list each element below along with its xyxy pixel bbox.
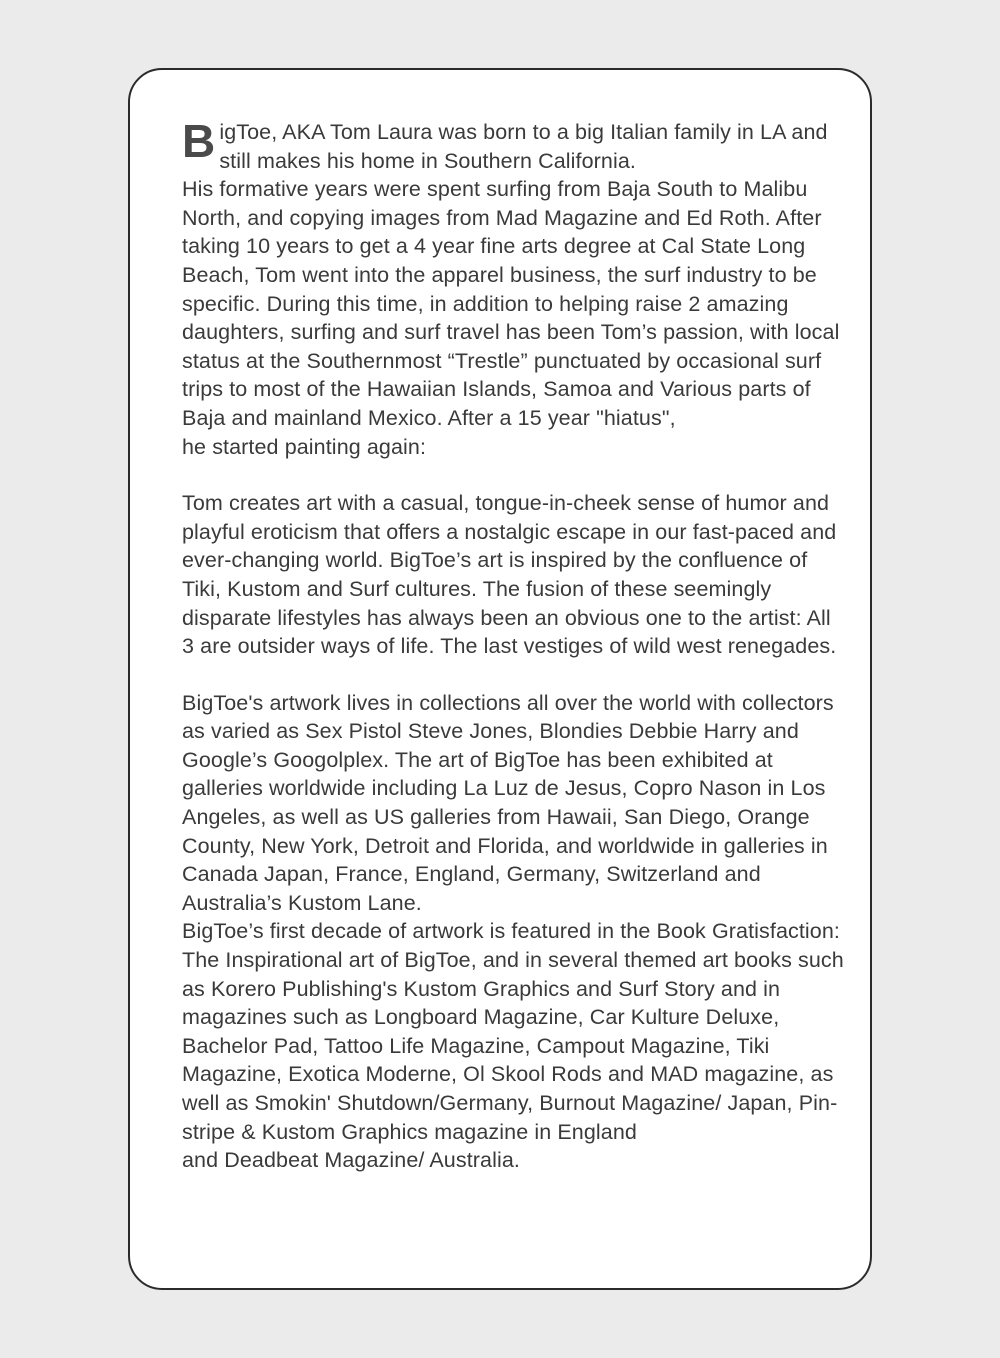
bio-paragraph-2: Tom creates art with a casual, tongue-in-cheek sense of humor and playful eroticism that offers a nostalgic escape in our fast-paced and ever-changing world. BigToe’s art is inspired by the confluence of Tiki, Kustom and Surf cultures. The fusion of these seemingly disparate lifestyles has always been an obvious one to the artist: All 3 are outsider ways of life. The last vestiges of wild west renegades. [182, 491, 837, 659]
bio-paragraph-1 [182, 118, 846, 461]
drop-cap-letter: B [182, 118, 216, 167]
bio-paragraph-3: BigToe's artwork lives in collections all over the world with collectors as varied as Sex Pistol Steve Jones, Blondies Debbie Harry and Google’s Googolplex. The art of BigToe has been exhibited at galleries worldwide including La Luz de Jesus, Copro Nason in Los Angeles, as well as US galleries from Hawaii, San Diego, Orange County, New York, Detroit and Florida, and worldwide in galleries in Canada Japan, France, England, Germany, Switzerland and Australia’s Kustom Lane. BigToe’s first decade of artwork is featured in the Book Gratisfaction: The Inspirational art of BigToe, and in several themed art books such as Korero Publishing's Kustom Graphics and Surf Story and in magazines such as Longboard Magazine, Car Kulture Deluxe, Bachelor Pad, Tattoo Life Magazine, Campout Magazine, Tiki Magazine, Exotica Moderne, Ol Skool Rods and MAD magazine, as well as Smokin' Shutdown/Germany, Burnout Magazine/ Japan, Pin-stripe & Kustom Graphics magazine in England and Deadbeat Magazine/ Australia. [182, 690, 844, 1173]
bio-paragraph-1-text: igToe, AKA Tom Laura was born to a big Italian family in LA and still makes his home in Southern California. His formative years were spent surfing from Baja South to Malibu North, and copying images from Mad Magazine and Ed Roth. After taking 10 years to get a 4 year fine arts degree at Cal State Long Beach, Tom went into the apparel business, the surf industry to be specific. During this time, in addition to helping raise 2 amazing daughters, surfing and surf travel has been Tom’s passion, with local status at the Southernmost “Trestle” punctuated by occasional surf trips to most of the Hawaiian Islands, Samoa and Various parts of Baja and mainland Mexico. After a 15 year "hiatus", he started painting again: [182, 120, 840, 459]
bio-card [128, 68, 872, 1290]
bio-content [182, 118, 846, 1175]
